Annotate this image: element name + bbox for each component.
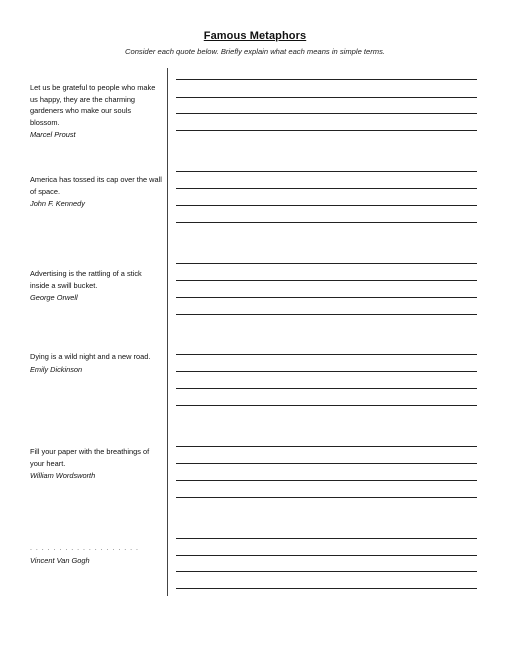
- quote-author: George Orwell: [30, 293, 78, 302]
- answer-line[interactable]: [176, 113, 477, 114]
- quote-text: Dying is a wild night and a new road.: [30, 352, 151, 361]
- answer-line[interactable]: [176, 280, 477, 281]
- answer-line[interactable]: [176, 130, 477, 131]
- answer-line[interactable]: [176, 538, 477, 539]
- quote-block-5: [30, 446, 162, 482]
- quote-block-6: [30, 544, 162, 567]
- answer-line[interactable]: [176, 263, 477, 264]
- quote-author: William Wordsworth: [30, 471, 96, 480]
- quote-author: Marcel Proust: [30, 130, 76, 139]
- quote-text: Advertising is the rattling of a stick inside a swill bucket.: [30, 269, 142, 290]
- answer-line[interactable]: [176, 446, 477, 447]
- quote-author: Vincent Van Gogh: [30, 556, 90, 565]
- answer-line[interactable]: [176, 388, 477, 389]
- answer-line[interactable]: [176, 314, 477, 315]
- answer-line[interactable]: [176, 405, 477, 406]
- answer-line[interactable]: [176, 480, 477, 481]
- column-divider: [167, 68, 168, 596]
- answer-line[interactable]: [176, 205, 477, 206]
- answer-line[interactable]: [176, 497, 477, 498]
- answer-line[interactable]: [176, 297, 477, 298]
- quote-block-4: [30, 351, 162, 375]
- quote-text-ellipsis: . . . . . . . . . . . . . . . . . . .: [30, 545, 139, 552]
- quote-author: John F. Kennedy: [30, 199, 85, 208]
- quote-block-3: [30, 268, 162, 304]
- quote-author: Emily Dickinson: [30, 364, 83, 374]
- answer-line[interactable]: [176, 463, 477, 464]
- quote-text: Let us be grateful to people who make us happy, they are the charming gardeners who make our souls blossom.: [30, 83, 156, 127]
- answer-line[interactable]: [176, 571, 477, 572]
- page-title: Famous Metaphors: [203, 30, 307, 42]
- answer-line[interactable]: [176, 354, 477, 355]
- answer-line[interactable]: [176, 188, 477, 189]
- quote-block-2: [30, 174, 162, 210]
- quote-block-1: [30, 82, 162, 141]
- answer-line[interactable]: [176, 97, 477, 98]
- quote-text: Fill your paper with the breathings of your heart.: [30, 447, 150, 468]
- quote-text: America has tossed its cap over the wall of space.: [30, 175, 162, 196]
- instructions: Consider each quote below. Briefly explain what each means in simple terms.: [124, 47, 385, 56]
- answer-line[interactable]: [176, 555, 477, 556]
- answer-line[interactable]: [176, 588, 477, 589]
- answer-line[interactable]: [176, 222, 477, 223]
- answer-line[interactable]: [176, 371, 477, 372]
- answer-line[interactable]: [176, 79, 477, 80]
- answer-line[interactable]: [176, 171, 477, 172]
